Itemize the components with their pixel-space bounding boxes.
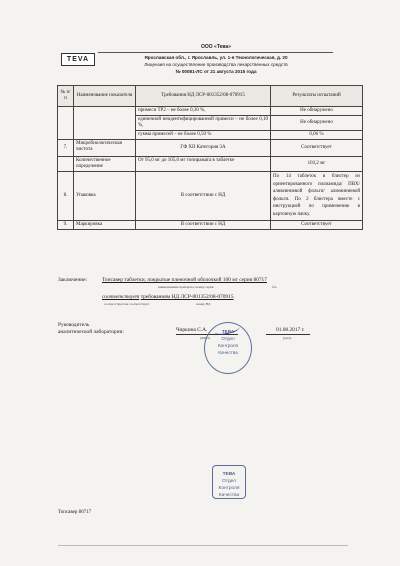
results-table <box>57 85 363 230</box>
col-header-requirements: Требования НД ЛСР-001352/08-070915 <box>136 86 271 107</box>
batch-caption: б/н <box>272 285 277 289</box>
cell-num <box>58 107 74 140</box>
quality-control-stamp <box>204 322 252 374</box>
stamp-text-3: Контроля <box>217 343 239 348</box>
cell-result: 103,2 мг <box>271 157 363 172</box>
header-divider <box>98 52 333 53</box>
license-line-1: Лицензия на осуществление производства лекарственных средств <box>144 62 288 67</box>
cell-requirement: От 95,0 мг до 105,0 мг топирамата в таблетке <box>136 157 271 172</box>
cell-requirement: ГФ XII Категория 3А <box>136 140 271 157</box>
org-address: Ярославская обл., г. Ярославль, ул. 1-я Технологическая, д. 20 <box>144 55 288 60</box>
stamp-text-2: Отдел <box>221 336 235 341</box>
compliance-caption: соответствует/не соответствует <box>104 302 150 306</box>
table-row <box>58 140 363 157</box>
signer-role-line-2: аналитической лаборатории: <box>58 329 124 335</box>
cell-name: Микробиологическая чистота <box>74 140 136 157</box>
stamp2-text-3: Контроля <box>218 486 240 491</box>
col-header-results: Результаты испытаний <box>271 86 363 107</box>
nd-caption: номер НД <box>196 302 211 306</box>
company-logo: TEVA <box>61 53 95 66</box>
cell-num: 9. <box>58 220 74 229</box>
col-header-num: № п/п <box>58 86 74 107</box>
cell-requirement: единичной неидентифицированной примеси – не более 0,10 %, <box>136 116 271 131</box>
department-stamp <box>212 465 246 499</box>
license-line-2: № 00081-ЛС от 21 августа 2015 года <box>175 69 257 74</box>
stamp-text-4: Качества <box>218 350 238 355</box>
table-row <box>58 107 363 116</box>
conclusion-product: Топсавер таблетки, покрытые пленочной оболочкой 100 мг серия 80717 <box>102 277 267 283</box>
footer-code: Топсавер 80717 <box>58 510 92 515</box>
name-caption: (ФИО) <box>200 336 210 340</box>
org-name: ООО «Тева» <box>201 44 231 50</box>
footer-divider <box>58 545 348 546</box>
table-header-row <box>58 86 363 107</box>
stamp2-text-1: ТЕВА <box>222 472 236 477</box>
product-caption: наименование препарата, номер серии <box>158 285 214 289</box>
signer-name: Чиркина С.А. <box>176 327 208 333</box>
cell-name: Маркировка <box>74 220 136 229</box>
date-caption: (дата) <box>283 336 292 340</box>
cell-requirement: сумма примесей – не более 0,50 % <box>136 131 271 140</box>
date-underline <box>266 334 310 335</box>
table-row <box>58 220 363 229</box>
compliance-word: соответствует <box>102 294 140 300</box>
signature-date: 01.08.2017 г. <box>276 327 305 333</box>
cell-name <box>74 107 136 140</box>
cell-result: Не обнаружено <box>271 116 363 131</box>
cell-requirement: примеси ТР2 – не более 0,30 %, <box>136 107 271 116</box>
signer-role-line-1: Руководитель <box>58 322 90 328</box>
cell-name: Упаковка <box>74 172 136 221</box>
cell-result: По 14 таблеток в блистер из ориентированного полиамида/ ПВХ/ алюминиевой фольги/ алюминиевой фольги. По 2 блистера вместе с инструкцией по применению в картонную пачку. <box>271 172 363 221</box>
cell-name: Количественное определение <box>74 157 136 172</box>
cell-num: 7. <box>58 140 74 157</box>
table-row <box>58 157 363 172</box>
cell-result: 0,06 % <box>271 131 363 140</box>
stamp2-text-4: Качества <box>218 493 240 498</box>
compliance-line <box>102 294 234 300</box>
table-row <box>58 172 363 221</box>
stamp2-text-2: Отдел <box>222 479 236 484</box>
stamp-text-1: ТЕВА <box>221 329 235 334</box>
cell-result: Соответствует <box>271 220 363 229</box>
cell-num <box>58 157 74 172</box>
cell-requirement: В соответствии с НД <box>136 172 271 221</box>
conclusion-label: Заключение: <box>58 277 87 283</box>
cell-num: 8. <box>58 172 74 221</box>
compliance-rest: требованиям НД ЛСР-001352/08-070915 <box>140 294 234 300</box>
col-header-name: Наименование показателя <box>74 86 136 107</box>
cell-requirement: В соответствии с НД <box>136 220 271 229</box>
cell-result: Не обнаружено <box>271 107 363 116</box>
cell-result: Соответствует <box>271 140 363 157</box>
